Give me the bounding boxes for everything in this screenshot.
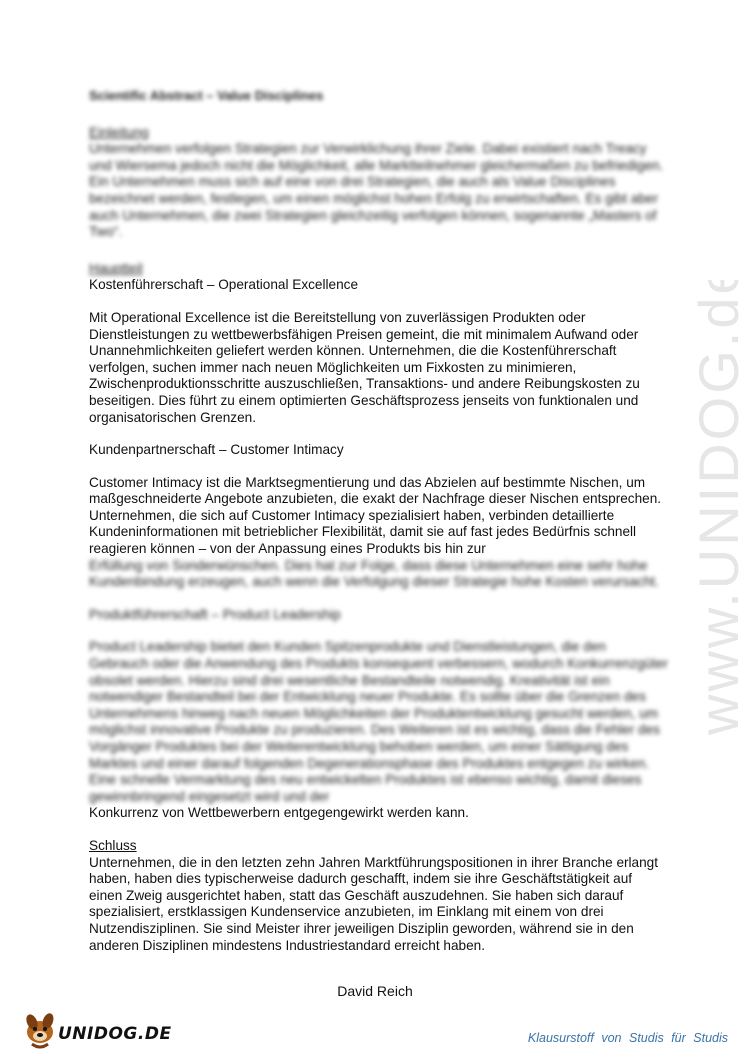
document-body [89,88,669,970]
schluss-text: Unternehmen, die in den letzten zehn Jahren Marktführungspositionen in ihrer Branche erlangt haben, haben dies typischerweise dadurch geschafft, indem sie ihre Geschäftstätigkeit auf einen Zweig ausgerichtet haben, statt das Geschäft auszudehnen. Sie haben sich darauf spezialisiert, erstklassigen Kundenservice anzubieten, im Einklang mit einem von drei Nutzendisziplinen. Sie sind Meister ihrer jeweiligen Disziplin geworden, während sie in den anderen Disziplinen mindestens Industriestandard erreicht haben. [89,854,659,953]
author-signature: David Reich [337,983,413,999]
section-heading-customer-intimacy: Kundenpartnerschaft – Customer Intimacy [89,442,344,458]
section-heading-operational-excellence: Kostenführerschaft – Operational Excellence [89,277,359,293]
document-title: Scientific Abstract – Value Disciplines [89,88,324,103]
logo-text[interactable]: UNIDOG.DE [58,1024,172,1044]
section-text-customer-intimacy: Customer Intimacy ist die Marktsegmentierung und das Abzielen auf bestimmte Nischen, um maßgeschneiderte Angebote anzubieten, die exakt der Nachfrage dieser Nischen entsprechen. Unternehmen, die sich auf Customer Intimacy spezialisiert haben, verbinden detaillierte Kundeninformationen mit betrieblicher Flexibilität, damit sie auf fast jedes Bedürfnis schnell reagieren können – von der Anpassung eines Produkts bis hin zur [89,474,662,557]
section-text-operational-excellence: Mit Operational Excellence ist die Bereitstellung von zuverlässigen Produkten oder Dienstleistungen zu wettbewerbsfähigen Preisen gemeint, die mit minimalem Aufwand oder Unannehmlichkeiten geliefert werden können. Unternehmen, die die Kostenführerschaft verfolgen, suchen immer nach neuen Möglichkeiten um Fixkosten zu minimieren, Zwischenproduktionsschritte auszuschließen, Transaktions- und andere Reibungskosten zu beseitigen. Dies führt zu einem optimierten Geschäftsprozess jenseits von funktionalen und organisatorischen Grenzen. [89,309,640,425]
section-text-customer-intimacy-blurred: Erfüllung von Sonderwünschen. Dies hat zur Folge, dass diese Unternehmen eine sehr hohe Kundenbindung erzeugen, auch wenn die Verfolgung dieser Strategie hohe Kosten verursacht. [89,557,659,590]
hauptteil-label: Hauptteil [89,260,143,276]
section-text-product-leadership-blurred: Product Leadership bietet den Kunden Spitzenprodukte und Dienstleistungen, die den Gebrauch oder die Anwendung des Produkts konsequent verbessern, wodurch Konkurrenzgüter obsolet werden. Hierzu sind drei wesentliche Bestandteile notwendig. Kreativität ist ein notwendiger Bestandteil bei der Entwicklung neuer Produkte. Es sollte über die Grenzen des Unternehmens hinweg nach neuen Möglichkeiten der Produktentwicklung gesucht werden, um möglichst innovative Produkte zu produzieren. Des Weiteren ist es wichtig, dass die Fehler des Vorgänger Produktes bei der Weiterentwicklung behoben werden, um einer Sättigung des Marktes und einer darauf folgenden Degenerationsphase des Produktes entgegen zu wirken. Eine schnelle Vermarktung des neu entwickelten Produktes ist ebenso wichtig, damit dieses gewinnbringend eingesetzt wird und der [89,639,668,804]
schluss-label: Schluss [89,837,137,853]
einleitung-label: Einleitung [89,124,149,140]
section-text-product-leadership-end: Konkurrenz von Wettbewerbern entgegengewirkt werden kann. [89,805,469,821]
footer-tagline: Klausurstoff von Studis für Studis [527,1031,728,1045]
einleitung-text: Unternehmen verfolgen Strategien zur Verwirklichung ihrer Ziele. Dabei existiert nach Treacy und Wiersema jedoch nicht die Möglichkeit, alle Marktteilnehmer gleichermaßen zu befriedigen. Ein Unternehmen muss sich auf eine von drei Strategien, die auch als Value Disciplines bezeichnet werden, festlegen, um einen möglichst hohen Erfolg zu erwirtschaften. Es gibt aber auch Unternehmen, die zwei Strategien gleichzeitig verfolgen können, sogenannte „Masters of Two“. [89,141,664,240]
watermark-text: www.UNIDOG.de [687,280,750,735]
section-heading-product-leadership: Produktführerschaft – Product Leadership [89,606,341,622]
